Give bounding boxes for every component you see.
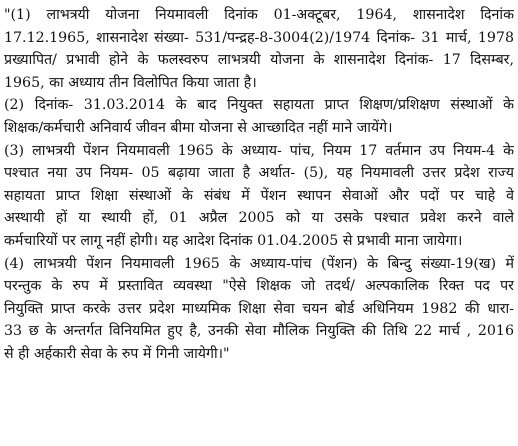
text-line: 17.12.1965, शासनादेश संख्या- 531/पन्द्रह-8-3004(2)/1974 दिनांक- 31 मार्च, 1978 — [4, 29, 514, 46]
text-line: शिक्षक/कर्मचारी अनिवार्य जीवन बीमा योजना से आच्छादित नहीं माने जायेंगे। — [4, 119, 393, 136]
text-line: से ही अर्हकारी सेवा के रुप में गिनी जायेगी।" — [4, 345, 230, 362]
text-line: परन्तुक के रुप में प्रस्तावित व्यवस्था "ऐसे शिक्षक जो तदर्थ/ अल्पकालिक रिक्त पद पर — [4, 278, 514, 295]
text-line: नियुक्ति प्राप्त करके उत्तर प्रदेश माध्यमिक शिक्षा सेवा चयन बोर्ड अधिनियम 1982 की धारा- — [4, 300, 514, 317]
text-line: सहायता प्राप्त शिक्षा संस्थाओं के संबंध में पेंशन स्थापन सेवाओं और पदों पर चाहे वे — [4, 187, 514, 204]
text-line: कर्मचारियों पर लागू नहीं होगी। यह आदेश दिनांक 01.04.2005 से प्रभावी माना जायेगा। — [4, 232, 463, 249]
text-line: (2) दिनांक- 31.03.2014 के बाद नियुक्त सहायता प्राप्त शिक्षण/प्रशिक्षण संस्थाओं के — [4, 97, 514, 114]
text-line: अस्थायी हों या स्थायी हों, 01 अप्रैल 2005 को या उसके पश्चात प्रवेश करने वाले — [4, 210, 514, 227]
text-line: 1965, का अध्याय तीन विलोपित किया जाता है। — [4, 74, 257, 91]
text-line: (3) लाभत्रयी पेंशन नियमावली 1965 के अध्याय- पांच, नियम 17 वर्तमान उप नियम-4 के — [4, 142, 514, 159]
text-line: 33 छ के अन्तर्गत विनियमित हुए है, उनकी सेवा मौलिक नियुक्ति की तिथि 22 मार्च , 2016 — [4, 323, 514, 340]
text-line: प्रख्यापित/ प्रभावी होने के फलस्वरुप लाभत्रयी योजना के शासनादेश दिनांक- 17 दिसम्बर, — [4, 52, 514, 69]
text-line: "(1) लाभत्रयी योजना नियमावली दिनांक 01-अक्टूबर, 1964, शासनादेश दिनांक — [4, 7, 514, 23]
text-line: पश्चात नया उप नियम- 05 बढ़ाया जाता है अर्थात- (5), यह नियमावली उत्तर प्रदेश राज्य — [4, 165, 514, 182]
document-body — [4, 4, 514, 366]
text-line: (4) लाभत्रयी पेंशन नियमावली 1965 के अध्याय-पांच (पेंशन) के बिन्दु संख्या-19(ख) में — [4, 255, 514, 272]
